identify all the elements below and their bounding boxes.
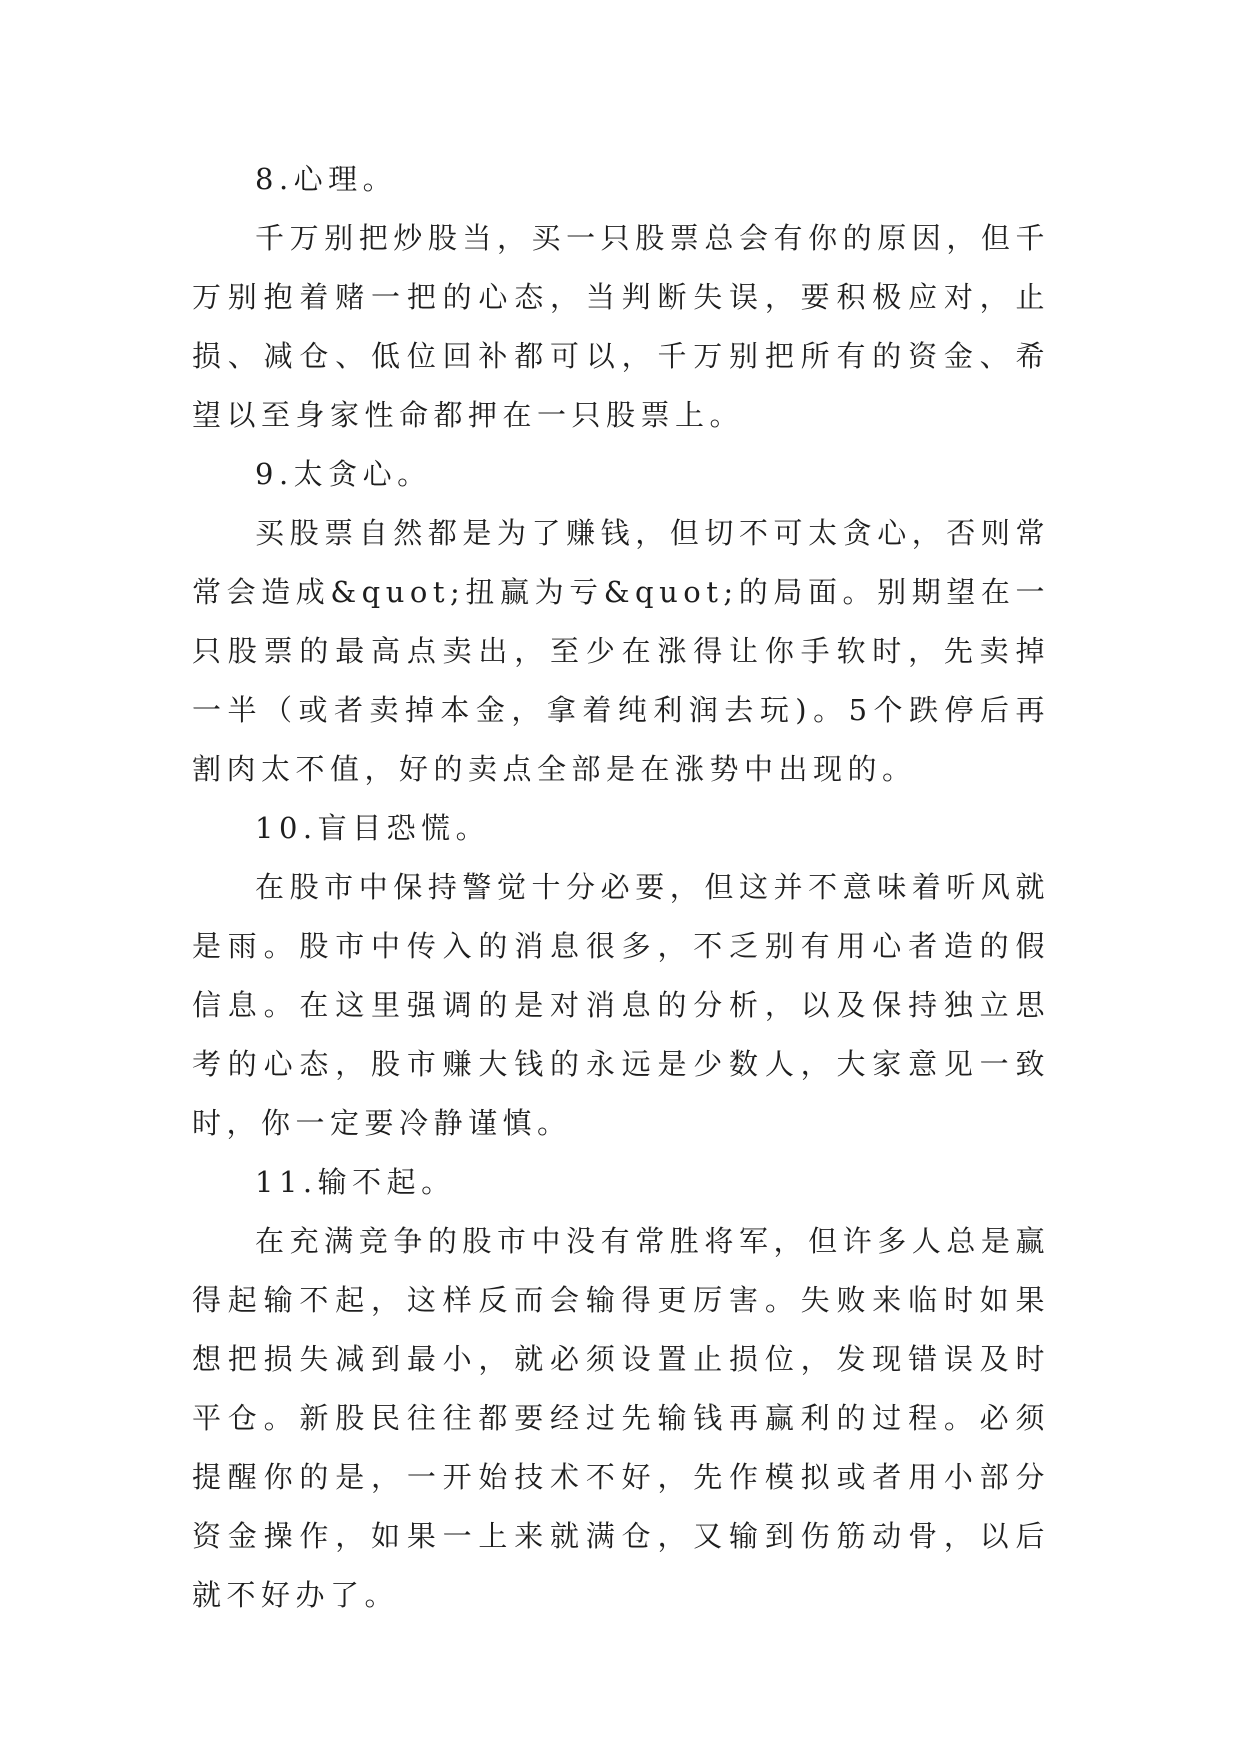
paragraph-11: 在充满竞争的股市中没有常胜将军，但许多人总是赢得起输不起，这样反而会输得更厉害。失败来临时如果想把损失减到最小，就必须设置止损位，发现错误及时平仓。新股民往往都要经过先输钱再赢利的过程。必须提醒你的是，一开始技术不好，先作模拟或者用小部分资金操作，如果一上来就满仓，又输到伤筋动骨，以后就不好办了。 [192, 1224, 1050, 1612]
section-heading-8: 8.心理。 [255, 162, 398, 196]
section-heading-9: 9.太贪心。 [255, 457, 432, 491]
paragraph-9: 买股票自然都是为了赚钱，但切不可太贪心，否则常常会造成&quot;扭赢为亏&quot;的局面。别期望在一只股票的最高点卖出，至少在涨得让你手软时，先卖掉一半（或者卖掉本金，拿着纯利润去玩)。5个跌停后再割肉太不值，好的卖点全部是在涨势中出现的。 [192, 516, 1050, 786]
paragraph-10: 在股市中保持警觉十分必要，但这并不意味着听风就是雨。股市中传入的消息很多，不乏别有用心者造的假信息。在这里强调的是对消息的分析，以及保持独立思考的心态，股市赚大钱的永远是少数人，大家意见一致时，你一定要冷静谨慎。 [192, 870, 1050, 1140]
section-heading-11: 11.输不起。 [255, 1165, 456, 1199]
section-heading-10: 10.盲目恐慌。 [255, 811, 491, 845]
document-page [192, 150, 1050, 1625]
paragraph-8: 千万别把炒股当，买一只股票总会有你的原因，但千万别抱着赌一把的心态，当判断失误，要积极应对，止损、减仓、低位回补都可以，千万别把所有的资金、希望以至身家性命都押在一只股票上。 [192, 221, 1050, 432]
